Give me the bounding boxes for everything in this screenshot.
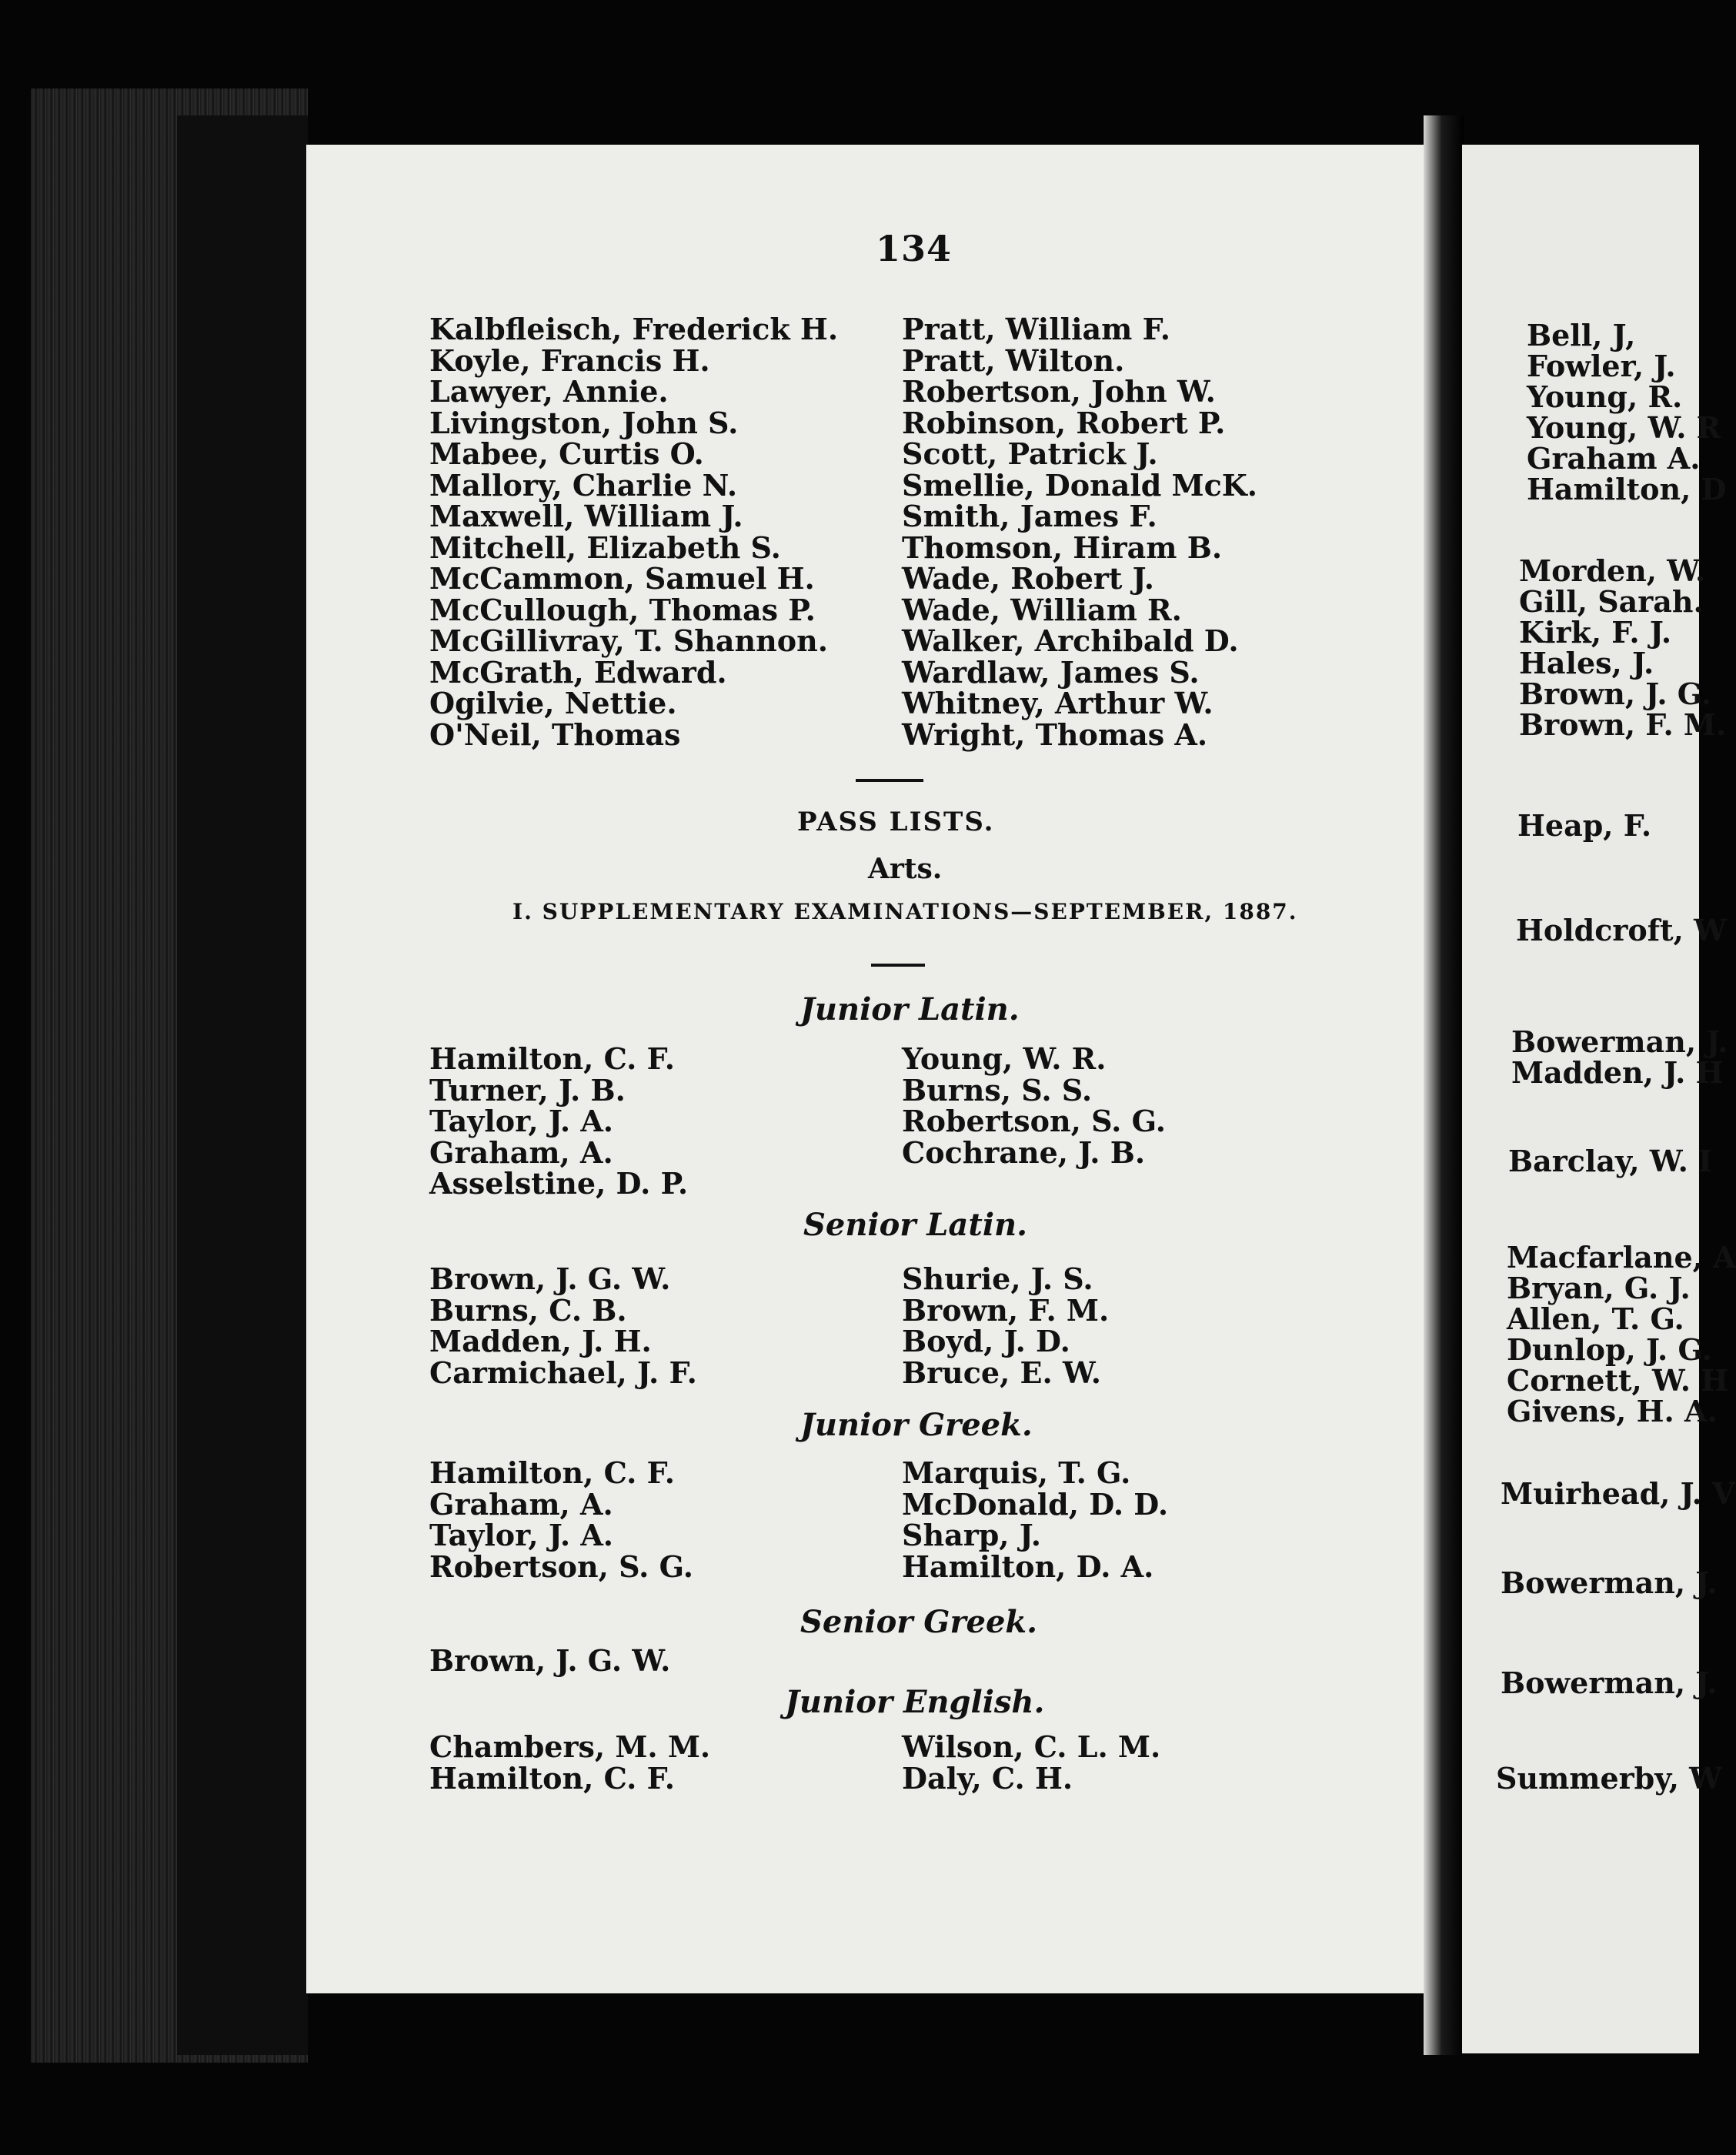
name-entry: Scott, Patrick J.: [902, 436, 1158, 471]
facing-page-list-2: [1519, 553, 1727, 742]
name-entry: Robertson, S. G.: [902, 1104, 1166, 1138]
name-entry: Whitney, Arthur W.: [902, 686, 1214, 720]
divider-rule: [856, 779, 923, 782]
facing-page-entry: Holdcroft, W: [1516, 913, 1727, 947]
name-entry: Wilson, C. L. M.: [902, 1729, 1161, 1764]
name-entry: Bowerman, J.: [1511, 1024, 1728, 1059]
name-entry: Smellie, Donald McK.: [902, 467, 1258, 503]
name-entry: Cornett, W. H: [1507, 1363, 1729, 1398]
top-list-left-column: [429, 314, 838, 750]
facing-page-entry: Muirhead, J. V: [1501, 1476, 1735, 1511]
name-entry: Cochrane, J. B.: [902, 1134, 1146, 1170]
name-entry: Burns, C. B.: [429, 1292, 627, 1328]
name-entry: McGrath, Edward.: [429, 654, 727, 690]
divider-rule: [871, 964, 925, 967]
name-entry: Robinson, Robert P.: [902, 405, 1226, 440]
name-entry: Asselstine, D. P.: [429, 1166, 689, 1201]
name-entry: Livingston, John S.: [429, 405, 739, 440]
name-entry: Daly, C. H.: [902, 1760, 1073, 1796]
page-number: 134: [876, 228, 953, 269]
name-entry: McDonald, D. D.: [902, 1486, 1169, 1522]
name-entry: Brown, F. M.: [902, 1292, 1110, 1328]
facing-page-list-4: [1507, 1242, 1736, 1427]
name-entry: Robertson, S. G.: [429, 1549, 693, 1584]
name-entry: Shurie, J. S.: [902, 1261, 1093, 1296]
name-entry: McCammon, Samuel H.: [429, 561, 815, 596]
name-entry: Hales, J.: [1519, 646, 1654, 680]
facing-page-entry: Bowerman, J.: [1501, 1666, 1718, 1700]
name-entry: Marquis, T. G.: [902, 1455, 1131, 1490]
name-entry: Mitchell, Elizabeth S.: [429, 530, 781, 565]
top-list-right-column: [902, 314, 1257, 750]
name-entry: Bruce, E. W.: [902, 1355, 1101, 1390]
name-entry: Hamilton, D: [1527, 472, 1727, 506]
name-entry: Wright, Thomas A.: [902, 717, 1208, 752]
name-entry: Graham A.: [1527, 441, 1701, 476]
name-entry: Dunlop, J. G.: [1507, 1332, 1712, 1367]
facing-page-list-3: [1511, 1024, 1728, 1090]
name-entry: Young, R.: [1527, 379, 1683, 414]
name-entry: Pratt, William F.: [902, 312, 1170, 346]
book-spine-shadow: [177, 115, 308, 2055]
name-entry: Madden, J. H.: [429, 1324, 652, 1358]
junior-latin-left-column: [429, 1041, 689, 1201]
name-entry: Taylor, J. A.: [429, 1518, 614, 1552]
name-entry: Givens, H. A.: [1507, 1394, 1718, 1428]
name-entry: Macfarlane, A: [1507, 1240, 1736, 1275]
name-entry: Hamilton, D. A.: [902, 1549, 1154, 1584]
junior-latin-right-column: [902, 1041, 1166, 1170]
name-entry: Ogilvie, Nettie.: [429, 686, 677, 720]
name-entry: Madden, J. H: [1511, 1055, 1724, 1090]
name-entry: Bell, J,: [1527, 318, 1636, 352]
name-entry: Graham, A.: [429, 1486, 613, 1522]
name-entry: Graham, A.: [429, 1134, 613, 1170]
name-entry: Allen, T. G.: [1507, 1301, 1684, 1336]
section-title-senior-greek: Senior Greek.: [800, 1604, 1038, 1640]
name-entry: Brown, J. G. W.: [429, 1261, 671, 1296]
name-entry: Hamilton, C. F.: [429, 1455, 676, 1490]
section-title-junior-latin: Junior Latin.: [800, 991, 1020, 1027]
name-entry: McCullough, Thomas P.: [429, 592, 816, 627]
name-entry: Robertson, John W.: [902, 374, 1216, 409]
section-title-senior-latin: Senior Latin.: [803, 1207, 1028, 1243]
name-entry: McGillivray, T. Shannon.: [429, 623, 829, 658]
name-entry: Boyd, J. D.: [902, 1324, 1070, 1358]
name-entry: Koyle, Francis H.: [429, 342, 710, 378]
name-entry: Sharp, J.: [902, 1518, 1042, 1552]
name-entry: Pratt, Wilton.: [902, 342, 1125, 378]
senior-greek-left-column: [429, 1645, 670, 1677]
name-entry: Mabee, Curtis O.: [429, 436, 704, 471]
junior-greek-right-column: [902, 1455, 1169, 1584]
name-entry: Morden, W.: [1519, 553, 1706, 588]
name-entry: Gill, Sarah.: [1519, 584, 1704, 619]
junior-english-left-column: [429, 1729, 711, 1796]
name-entry: Kalbfleisch, Frederick H.: [429, 312, 839, 346]
name-entry: Thomson, Hiram B.: [902, 530, 1223, 565]
senior-latin-left-column: [429, 1261, 697, 1390]
junior-greek-left-column: [429, 1455, 693, 1584]
name-entry: Chambers, M. M.: [429, 1729, 711, 1764]
name-entry: Mallory, Charlie N.: [429, 467, 738, 503]
name-entry: Turner, J. B.: [429, 1072, 626, 1108]
name-entry: Young, W. R.: [902, 1041, 1107, 1076]
section-title-junior-greek: Junior Greek.: [800, 1407, 1033, 1443]
name-entry: Bryan, G. J.: [1507, 1271, 1691, 1305]
pass-lists-heading: PASS LISTS.: [797, 807, 995, 837]
name-entry: Taylor, J. A.: [429, 1104, 614, 1138]
senior-latin-right-column: [902, 1261, 1110, 1390]
book-gutter: [1424, 115, 1464, 2055]
supplementary-heading: I. SUPPLEMENTARY EXAMINATIONS—SEPTEMBER, 1887.: [512, 899, 1298, 924]
name-entry: Wade, William R.: [902, 592, 1182, 627]
name-entry: Lawyer, Annie.: [429, 374, 669, 409]
facing-page-entry: Heap, F.: [1517, 808, 1652, 843]
name-entry: Brown, J. G.: [1519, 677, 1712, 711]
name-entry: Burns, S. S.: [902, 1072, 1093, 1108]
name-entry: Fowler, J.: [1527, 349, 1676, 383]
name-entry: Wardlaw, James S.: [902, 654, 1200, 690]
name-entry: Smith, James F.: [902, 499, 1157, 533]
facing-page-list-1: [1527, 320, 1727, 505]
facing-page-entry: Bowerman, J.: [1501, 1565, 1718, 1600]
name-entry: Wade, Robert J.: [902, 561, 1154, 596]
junior-english-right-column: [902, 1729, 1161, 1796]
arts-heading: Arts.: [868, 853, 943, 885]
name-entry: Hamilton, C. F.: [429, 1041, 676, 1076]
name-entry: Kirk, F. J.: [1519, 615, 1672, 650]
section-title-junior-english: Junior English.: [785, 1684, 1045, 1720]
facing-page-entry: Barclay, W. I: [1508, 1144, 1712, 1178]
name-entry: Maxwell, William J.: [429, 499, 743, 533]
name-entry: Brown, J. G. W.: [429, 1643, 671, 1678]
facing-page-entry: Summerby, W: [1496, 1761, 1722, 1796]
name-entry: Brown, F. M.: [1519, 707, 1727, 742]
name-entry: Hamilton, C. F.: [429, 1760, 676, 1796]
name-entry: Walker, Archibald D.: [902, 623, 1239, 658]
name-entry: Carmichael, J. F.: [429, 1355, 697, 1390]
name-entry: O'Neil, Thomas: [429, 717, 681, 752]
name-entry: Young, W. R: [1527, 410, 1721, 445]
